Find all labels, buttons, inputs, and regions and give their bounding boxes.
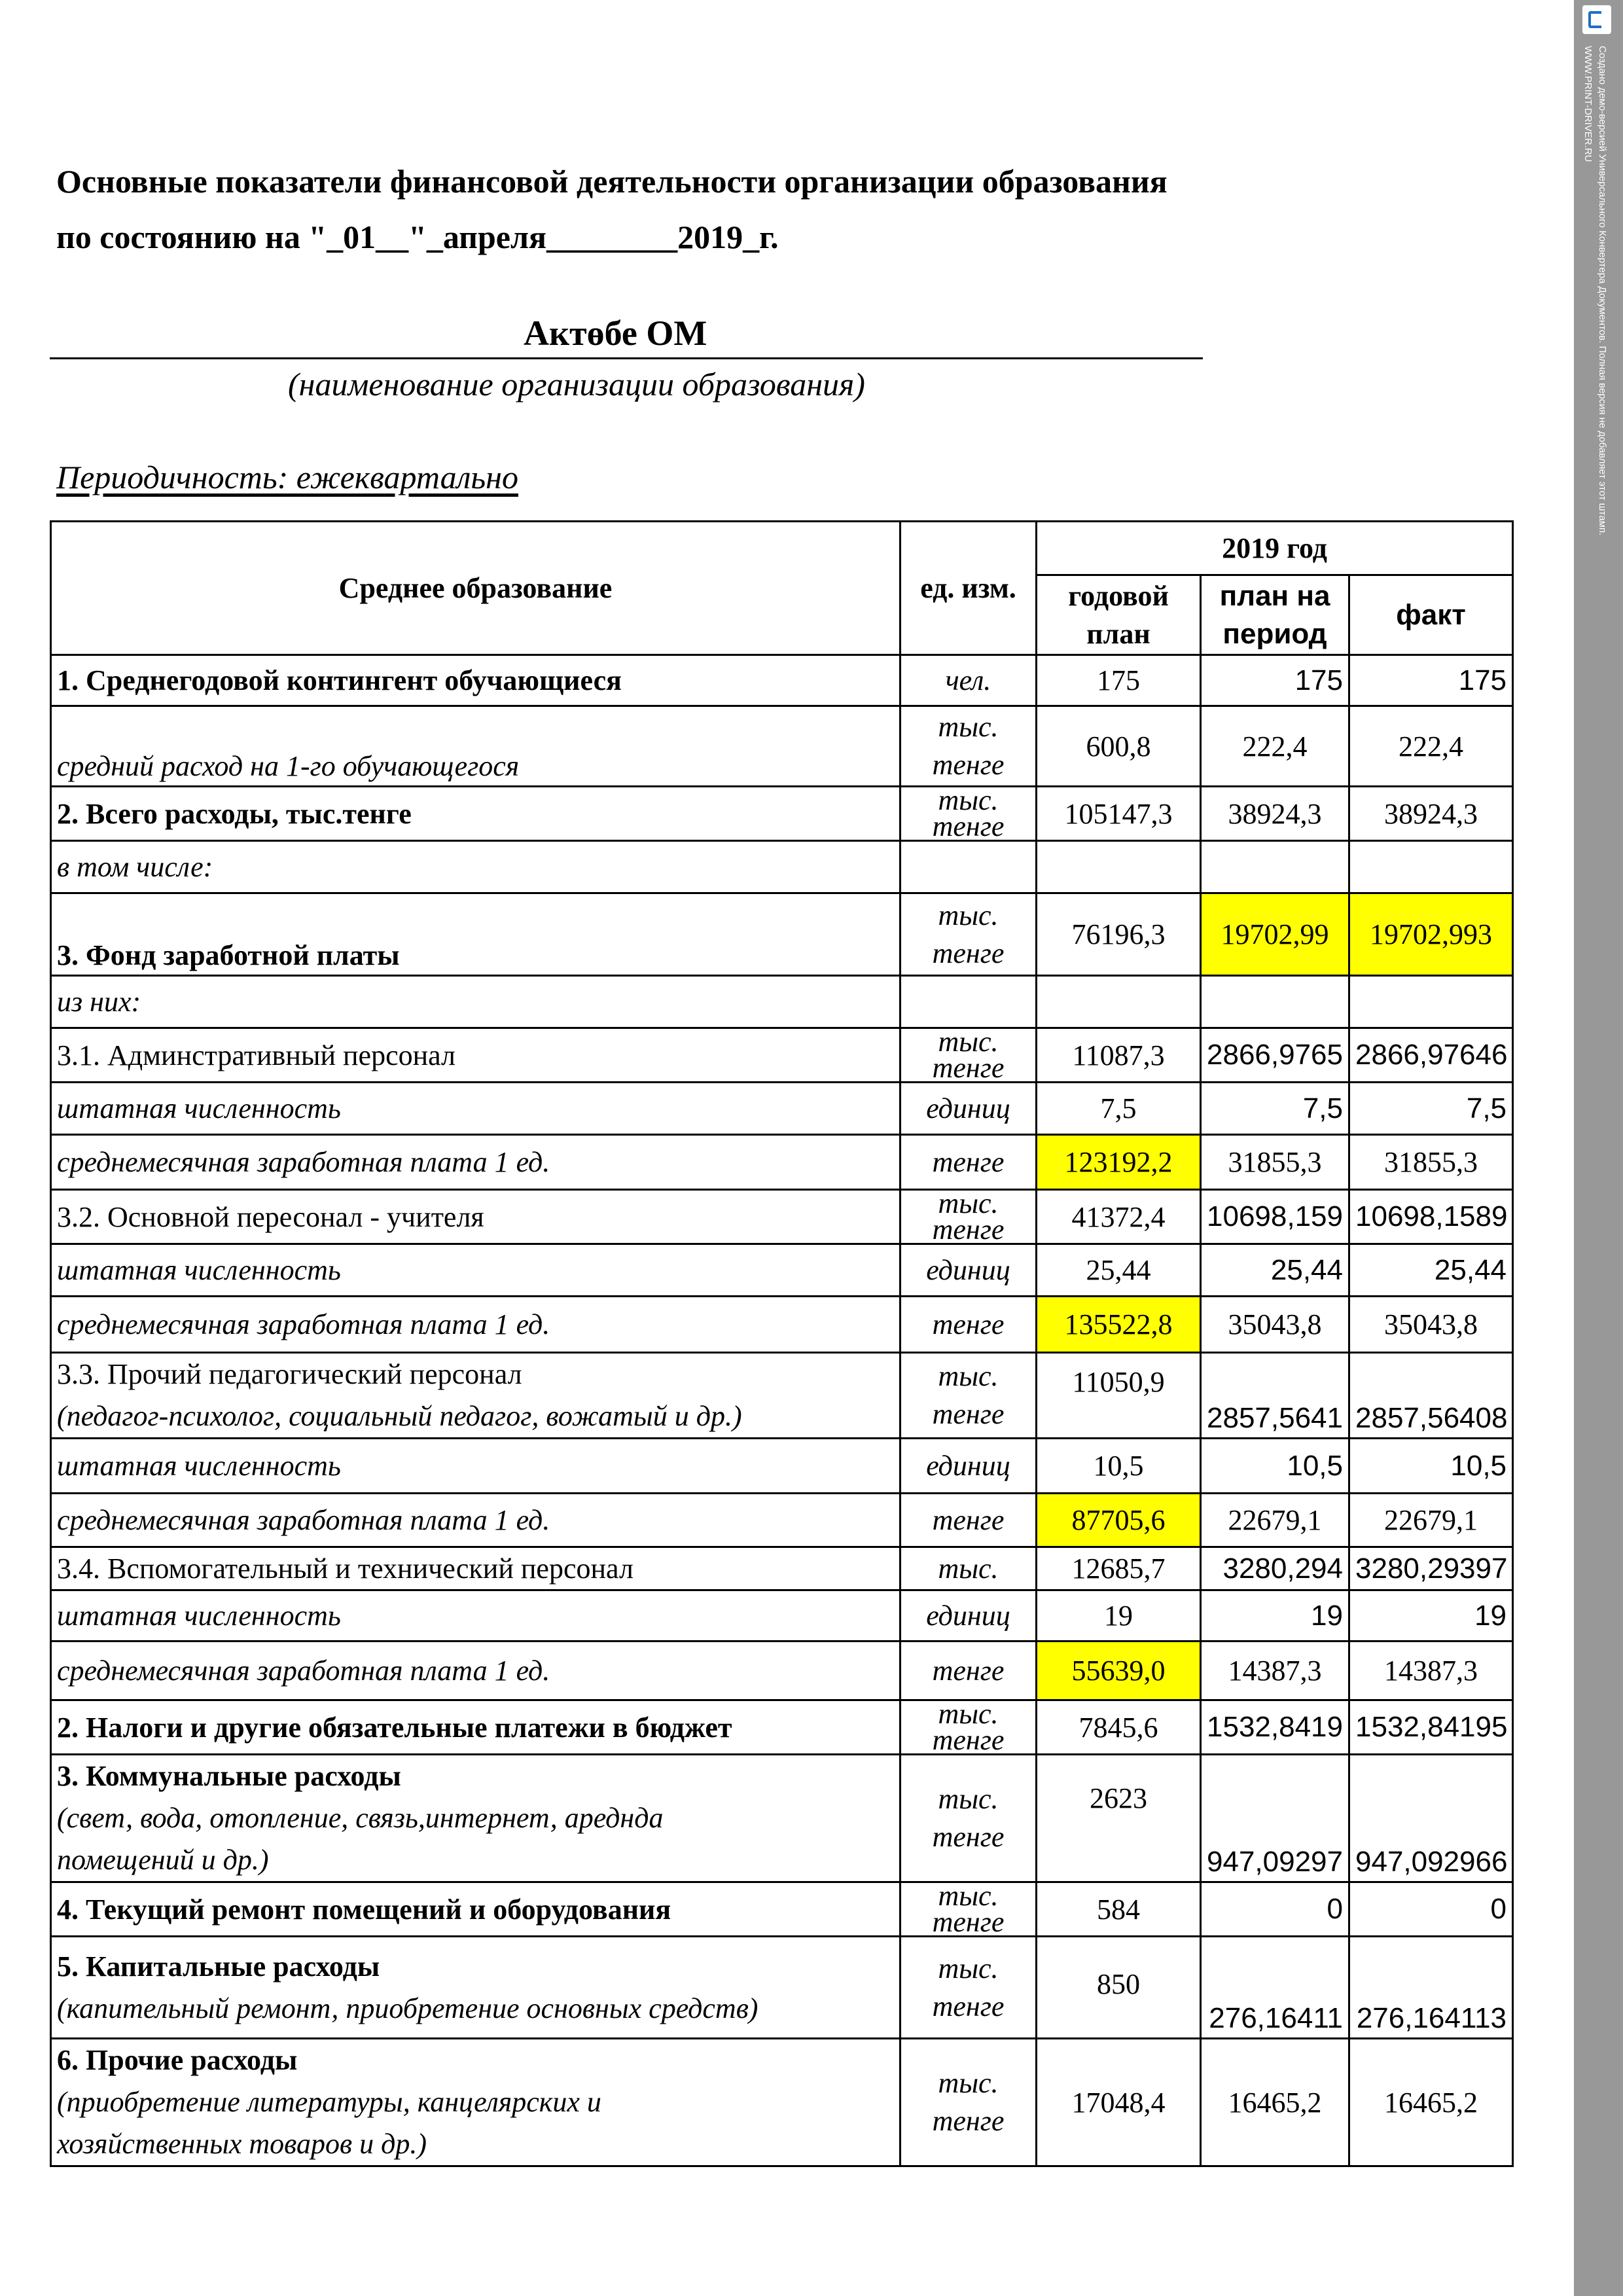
row-period: 19	[1201, 1590, 1349, 1641]
header-plan-period: план на период	[1201, 575, 1349, 655]
row-fact: 1532,84195	[1349, 1700, 1513, 1755]
row-label: 1. Среднегодовой контингент обучающиеся	[51, 655, 901, 706]
row-plan: 25,44	[1037, 1244, 1201, 1297]
row-period: 10,5	[1201, 1439, 1349, 1494]
row-unit: тыс. тенге	[901, 1937, 1037, 2039]
table-header-row	[51, 522, 1513, 575]
table-row	[51, 706, 1513, 787]
row-unit: тенге	[901, 1641, 1037, 1700]
table-row	[51, 841, 1513, 893]
table-row	[51, 1297, 1513, 1353]
org-caption: (наименование организации образования)	[288, 366, 865, 403]
demo-stamp	[1580, 46, 1620, 655]
row-fact: 0	[1349, 1882, 1513, 1937]
row-plan: 7845,6	[1037, 1700, 1201, 1755]
table-row	[51, 1190, 1513, 1244]
row-label-note: (свет, вода, отопление, связь,интернет, ареднда	[57, 1802, 664, 1834]
row-unit: тыс. тенге	[901, 1700, 1037, 1755]
table-row	[51, 1882, 1513, 1937]
title-line-2: по состоянию на "_01__"_апреля________2019_г.	[56, 219, 779, 255]
row-plan: 600,8	[1037, 706, 1201, 787]
row-fact: 222,4	[1349, 706, 1513, 787]
row-period: 0	[1201, 1882, 1349, 1937]
row-unit: единиц	[901, 1244, 1037, 1297]
row-label: штатная численность	[51, 1439, 901, 1494]
row-fact: 175	[1349, 655, 1513, 706]
row-period: 2857,5641	[1201, 1353, 1349, 1439]
table-row	[51, 1028, 1513, 1083]
row-label: средний расход на 1-го обучающегося	[51, 706, 901, 787]
header-plan-year: годовой план	[1037, 575, 1201, 655]
row-unit: тенге	[901, 1297, 1037, 1353]
table-row	[51, 1439, 1513, 1494]
table-row	[51, 1755, 1513, 1882]
document-title	[56, 154, 1431, 265]
title-line-1: Основные показатели финансовой деятельности организации образования	[56, 163, 1168, 200]
row-fact: 35043,8	[1349, 1297, 1513, 1353]
row-label: среднемесячная заработная плата 1 ед.	[51, 1641, 901, 1700]
row-label: штатная численность	[51, 1083, 901, 1135]
row-plan	[1037, 976, 1201, 1028]
row-label: 3.4. Вспомогательный и технический персонал	[51, 1547, 901, 1590]
row-fact: 947,092966	[1349, 1755, 1513, 1882]
row-fact: 19702,993	[1349, 893, 1513, 976]
table-row	[51, 2039, 1513, 2166]
row-label	[51, 1353, 901, 1439]
stamp-text-1: Создано демо-версией Универсального Конвертера Документов. Полная версия не добавляет этот штамп.	[1597, 46, 1608, 536]
row-unit: тыс. тенге	[901, 706, 1037, 787]
row-plan	[1037, 841, 1201, 893]
table-row	[51, 1547, 1513, 1590]
row-unit: тыс. тенге	[901, 1755, 1037, 1882]
row-plan: 11050,9	[1037, 1353, 1201, 1439]
row-label	[51, 2039, 901, 2166]
row-label: 2. Всего расходы, тыс.тенге	[51, 787, 901, 841]
table-row	[51, 1937, 1513, 2039]
row-plan: 19	[1037, 1590, 1201, 1641]
row-unit: тыс. тенге	[901, 1353, 1037, 1439]
row-label-main: 3. Коммунальные расходы	[57, 1760, 401, 1792]
stamp-text-2: WWW.PRINT-DRIVER.RU	[1582, 46, 1594, 162]
table-row	[51, 1590, 1513, 1641]
row-unit: тыс.	[901, 1547, 1037, 1590]
row-unit: тыс. тенге	[901, 1028, 1037, 1083]
row-label-note: (капительный ремонт, приобретение основных средств)	[57, 1992, 758, 2024]
row-plan: 123192,2	[1037, 1135, 1201, 1190]
row-period: 175	[1201, 655, 1349, 706]
header-unit: ед. изм.	[901, 522, 1037, 655]
row-label-note: (педагог-психолог, социальный педагог, вожатый и др.)	[57, 1400, 742, 1432]
header-year: 2019 год	[1037, 522, 1513, 575]
row-unit: тенге	[901, 1494, 1037, 1547]
row-label: в том числе:	[51, 841, 901, 893]
row-label-note: помещений и др.)	[57, 1844, 269, 1876]
table-row	[51, 1135, 1513, 1190]
row-label: среднемесячная заработная плата 1 ед.	[51, 1135, 901, 1190]
row-period: 2866,9765	[1201, 1028, 1349, 1083]
row-fact: 7,5	[1349, 1083, 1513, 1135]
row-label: 4. Текущий ремонт помещений и оборудования	[51, 1882, 901, 1937]
row-label: 3. Фонд заработной платы	[51, 893, 901, 976]
row-unit: единиц	[901, 1439, 1037, 1494]
row-label-main: 3.3. Прочий педагогический персонал	[57, 1358, 522, 1390]
table-row	[51, 655, 1513, 706]
row-fact	[1349, 976, 1513, 1028]
row-plan: 850	[1037, 1937, 1201, 2039]
row-plan: 105147,3	[1037, 787, 1201, 841]
converter-logo-mark	[1588, 11, 1601, 28]
row-unit: тенге	[901, 1135, 1037, 1190]
row-label: штатная численность	[51, 1244, 901, 1297]
row-fact: 38924,3	[1349, 787, 1513, 841]
row-label: 3.1. Админстративный персонал	[51, 1028, 901, 1083]
row-unit: тыс. тенге	[901, 2039, 1037, 2166]
row-plan: 87705,6	[1037, 1494, 1201, 1547]
row-plan: 17048,4	[1037, 2039, 1201, 2166]
table-row	[51, 787, 1513, 841]
table-row	[51, 1083, 1513, 1135]
row-unit: чел.	[901, 655, 1037, 706]
row-fact: 2866,97646	[1349, 1028, 1513, 1083]
row-period: 22679,1	[1201, 1494, 1349, 1547]
row-label: штатная численность	[51, 1590, 901, 1641]
periodicity: Периодичность: ежеквартально	[56, 459, 518, 495]
row-plan: 41372,4	[1037, 1190, 1201, 1244]
row-period: 1532,8419	[1201, 1700, 1349, 1755]
row-unit	[901, 841, 1037, 893]
row-period	[1201, 976, 1349, 1028]
row-fact: 19	[1349, 1590, 1513, 1641]
row-unit	[901, 976, 1037, 1028]
row-plan: 7,5	[1037, 1083, 1201, 1135]
row-period: 25,44	[1201, 1244, 1349, 1297]
row-label	[51, 1755, 901, 1882]
row-label: 2. Налоги и другие обязательные платежи в бюджет	[51, 1700, 901, 1755]
row-fact: 10698,1589	[1349, 1190, 1513, 1244]
row-fact: 16465,2	[1349, 2039, 1513, 2166]
row-period: 276,16411	[1201, 1937, 1349, 2039]
row-fact	[1349, 841, 1513, 893]
row-fact: 10,5	[1349, 1439, 1513, 1494]
row-label: среднемесячная заработная плата 1 ед.	[51, 1297, 901, 1353]
row-plan: 11087,3	[1037, 1028, 1201, 1083]
row-period: 16465,2	[1201, 2039, 1349, 2166]
row-unit: тыс. тенге	[901, 787, 1037, 841]
row-period: 31855,3	[1201, 1135, 1349, 1190]
row-plan: 2623	[1037, 1755, 1201, 1882]
row-period: 7,5	[1201, 1083, 1349, 1135]
row-plan: 135522,8	[1037, 1297, 1201, 1353]
row-label-main: 6. Прочие расходы	[57, 2044, 298, 2076]
table-row	[51, 1700, 1513, 1755]
table-row	[51, 976, 1513, 1028]
org-name: Актөбе ОМ	[524, 314, 707, 353]
header-name: Среднее образование	[51, 522, 901, 655]
finance-table	[50, 520, 1514, 2167]
row-fact: 3280,29397	[1349, 1547, 1513, 1590]
row-period: 38924,3	[1201, 787, 1349, 841]
row-period: 19702,99	[1201, 893, 1349, 976]
row-plan: 12685,7	[1037, 1547, 1201, 1590]
row-period: 10698,159	[1201, 1190, 1349, 1244]
row-label-note: (приобретение литературы, канцелярских и	[57, 2086, 601, 2118]
row-label: из них:	[51, 976, 901, 1028]
row-period: 35043,8	[1201, 1297, 1349, 1353]
row-fact: 276,164113	[1349, 1937, 1513, 2039]
row-fact: 31855,3	[1349, 1135, 1513, 1190]
row-unit: тыс. тенге	[901, 893, 1037, 976]
row-fact: 22679,1	[1349, 1494, 1513, 1547]
row-fact: 25,44	[1349, 1244, 1513, 1297]
row-label: среднемесячная заработная плата 1 ед.	[51, 1494, 901, 1547]
row-plan: 10,5	[1037, 1439, 1201, 1494]
row-plan: 584	[1037, 1882, 1201, 1937]
row-fact: 14387,3	[1349, 1641, 1513, 1700]
row-unit: единиц	[901, 1083, 1037, 1135]
row-period: 222,4	[1201, 706, 1349, 787]
header-fact: факт	[1349, 575, 1513, 655]
row-period: 3280,294	[1201, 1547, 1349, 1590]
row-label	[51, 1937, 901, 2039]
table-row	[51, 1244, 1513, 1297]
row-unit: тыс. тенге	[901, 1190, 1037, 1244]
row-label: 3.2. Основной пересонал - учителя	[51, 1190, 901, 1244]
row-label-note: хозяйственных товаров и др.)	[57, 2128, 427, 2160]
row-label-main: 5. Капитальные расходы	[57, 1950, 380, 1982]
row-period	[1201, 841, 1349, 893]
row-unit: тыс. тенге	[901, 1882, 1037, 1937]
row-period: 14387,3	[1201, 1641, 1349, 1700]
org-underline	[50, 357, 1203, 359]
row-plan: 76196,3	[1037, 893, 1201, 976]
row-period: 947,09297	[1201, 1755, 1349, 1882]
row-plan: 175	[1037, 655, 1201, 706]
table-row	[51, 893, 1513, 976]
table-row	[51, 1494, 1513, 1547]
row-unit: единиц	[901, 1590, 1037, 1641]
table-row	[51, 1353, 1513, 1439]
row-fact: 2857,56408	[1349, 1353, 1513, 1439]
row-plan: 55639,0	[1037, 1641, 1201, 1700]
table-row	[51, 1641, 1513, 1700]
